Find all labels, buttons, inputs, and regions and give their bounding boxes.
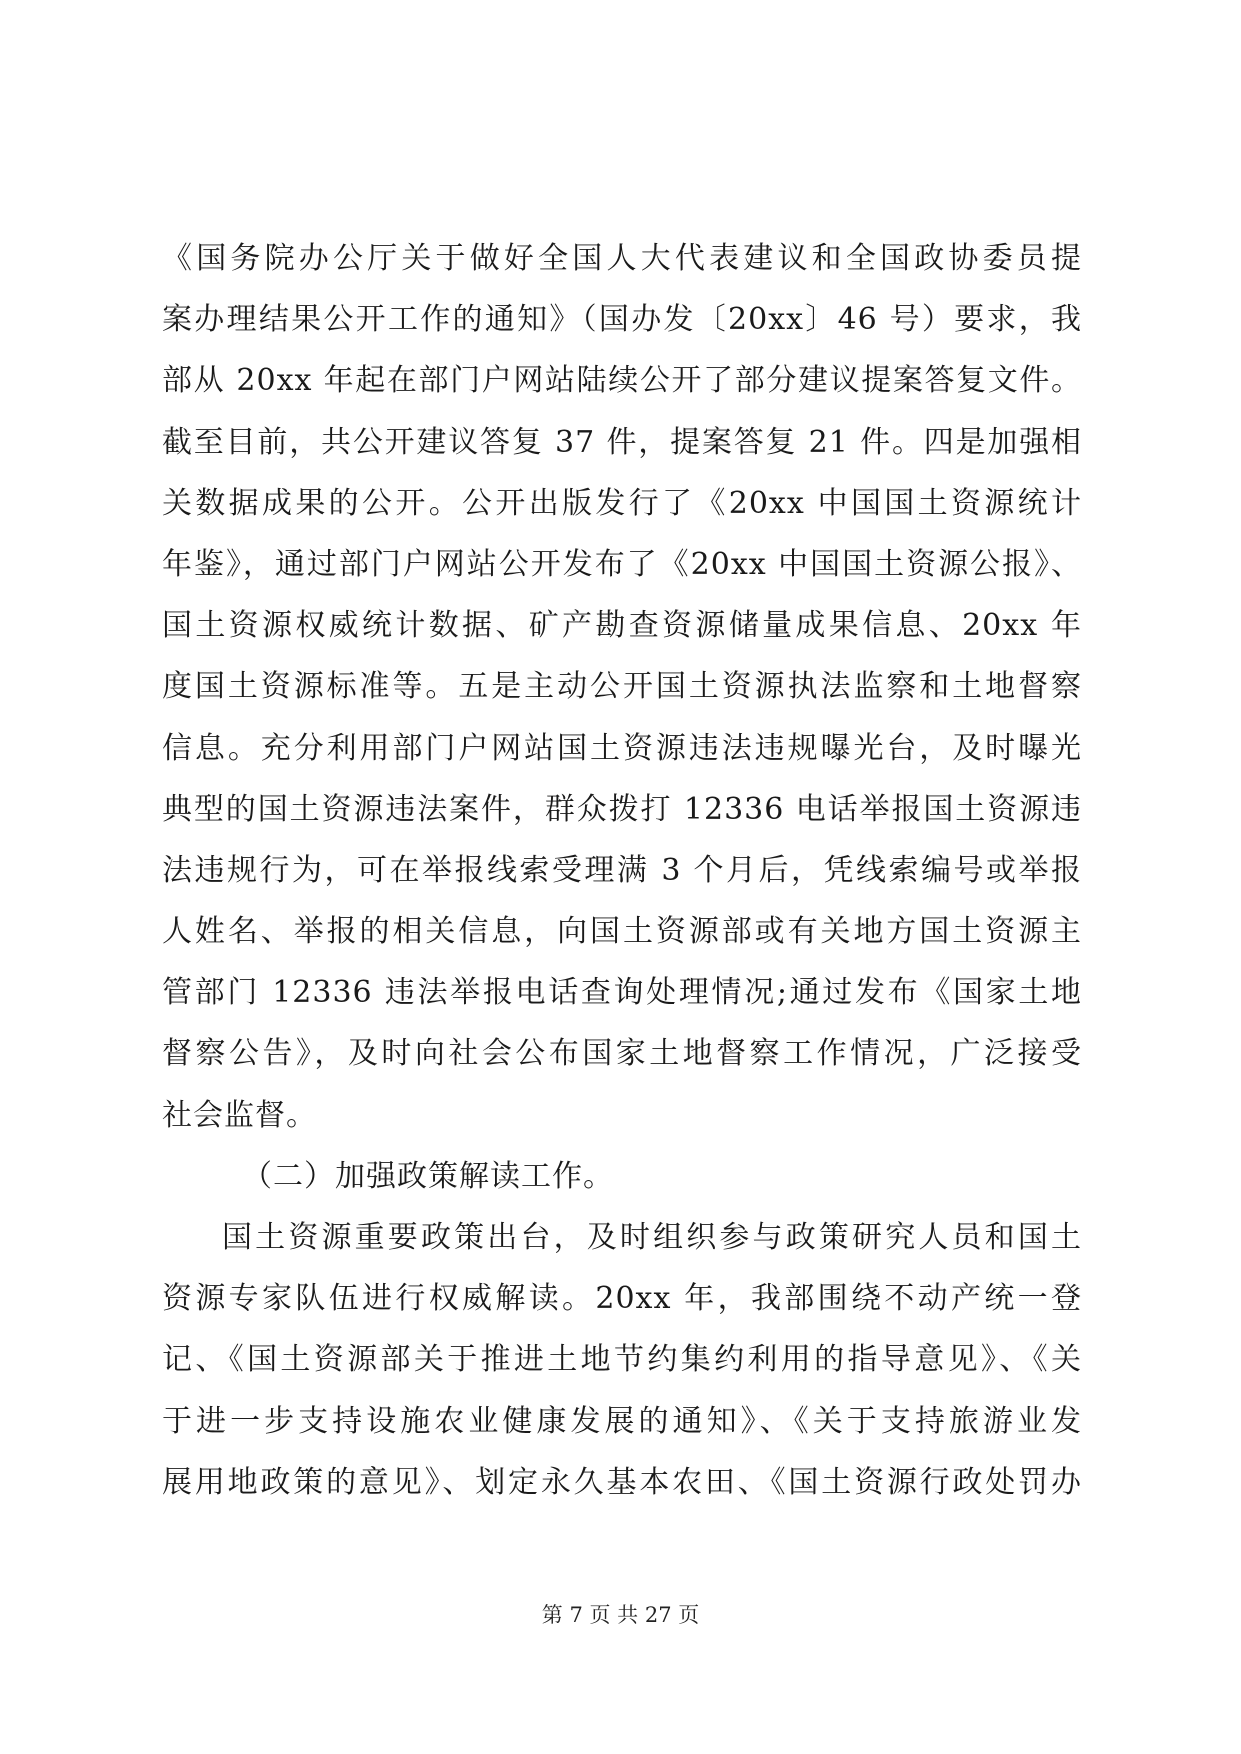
text-line: 案办理结果公开工作的通知》（国办发〔20xx〕46 号）要求，我 — [162, 302, 1082, 338]
text-line: 记、《国土资源部关于推进土地节约集约利用的指导意见》、《关 — [162, 1342, 1082, 1378]
text-line: 信息。充分利用部门户网站国土资源违法违规曝光台，及时曝光 — [162, 730, 1082, 766]
text-line: 人姓名、举报的相关信息，向国土资源部或有关地方国土资源主 — [162, 914, 1082, 950]
text-line: 《国务院办公厅关于做好全国人大代表建议和全国政协委员提 — [162, 241, 1082, 276]
text-line: 国土资源权威统计数据、矿产勘查资源储量成果信息、20xx 年 — [162, 608, 1082, 644]
text-line: 管部门 12336 违法举报电话查询处理情况;通过发布《国家土地 — [162, 975, 1082, 1011]
text-line: 资源专家队伍进行权威解读。20xx 年，我部围绕不动产统一登 — [162, 1281, 1082, 1317]
text-line: 部从 20xx 年起在部门户网站陆续公开了部分建议提案答复文件。 — [162, 363, 1082, 399]
text-line: 督察公告》，及时向社会公布国家土地督察工作情况，广泛接受 — [162, 1036, 1082, 1072]
text-line: 法违规行为，可在举报线索受理满 3 个月后，凭线索编号或举报 — [162, 852, 1082, 888]
text-line: 截至目前，共公开建议答复 37 件，提案答复 21 件。四是加强相 — [162, 424, 1082, 460]
body-text — [162, 228, 1082, 1513]
text-line: 关数据成果的公开。公开出版发行了《20xx 中国国土资源统计 — [162, 485, 1082, 521]
text-line: 国土资源重要政策出台，及时组织参与政策研究人员和国土 — [222, 1220, 1082, 1255]
text-line: 展用地政策的意见》、划定永久基本农田、《国土资源行政处罚办 — [162, 1464, 1082, 1500]
text-line: 社会监督。 — [162, 1097, 317, 1133]
section-heading: （二）加强政策解读工作。 — [242, 1158, 614, 1194]
text-line: 年鉴》，通过部门户网站公开发布了《20xx 中国国土资源公报》、 — [162, 546, 1082, 582]
text-line: 典型的国土资源违法案件，群众拨打 12336 电话举报国土资源违 — [162, 791, 1082, 827]
text-line: 度国土资源标准等。五是主动公开国土资源执法监察和土地督察 — [162, 669, 1082, 705]
text-line: 于进一步支持设施农业健康发展的通知》、《关于支持旅游业发 — [162, 1403, 1082, 1439]
page-number: 第 7 页 共 27 页 — [541, 1603, 700, 1627]
